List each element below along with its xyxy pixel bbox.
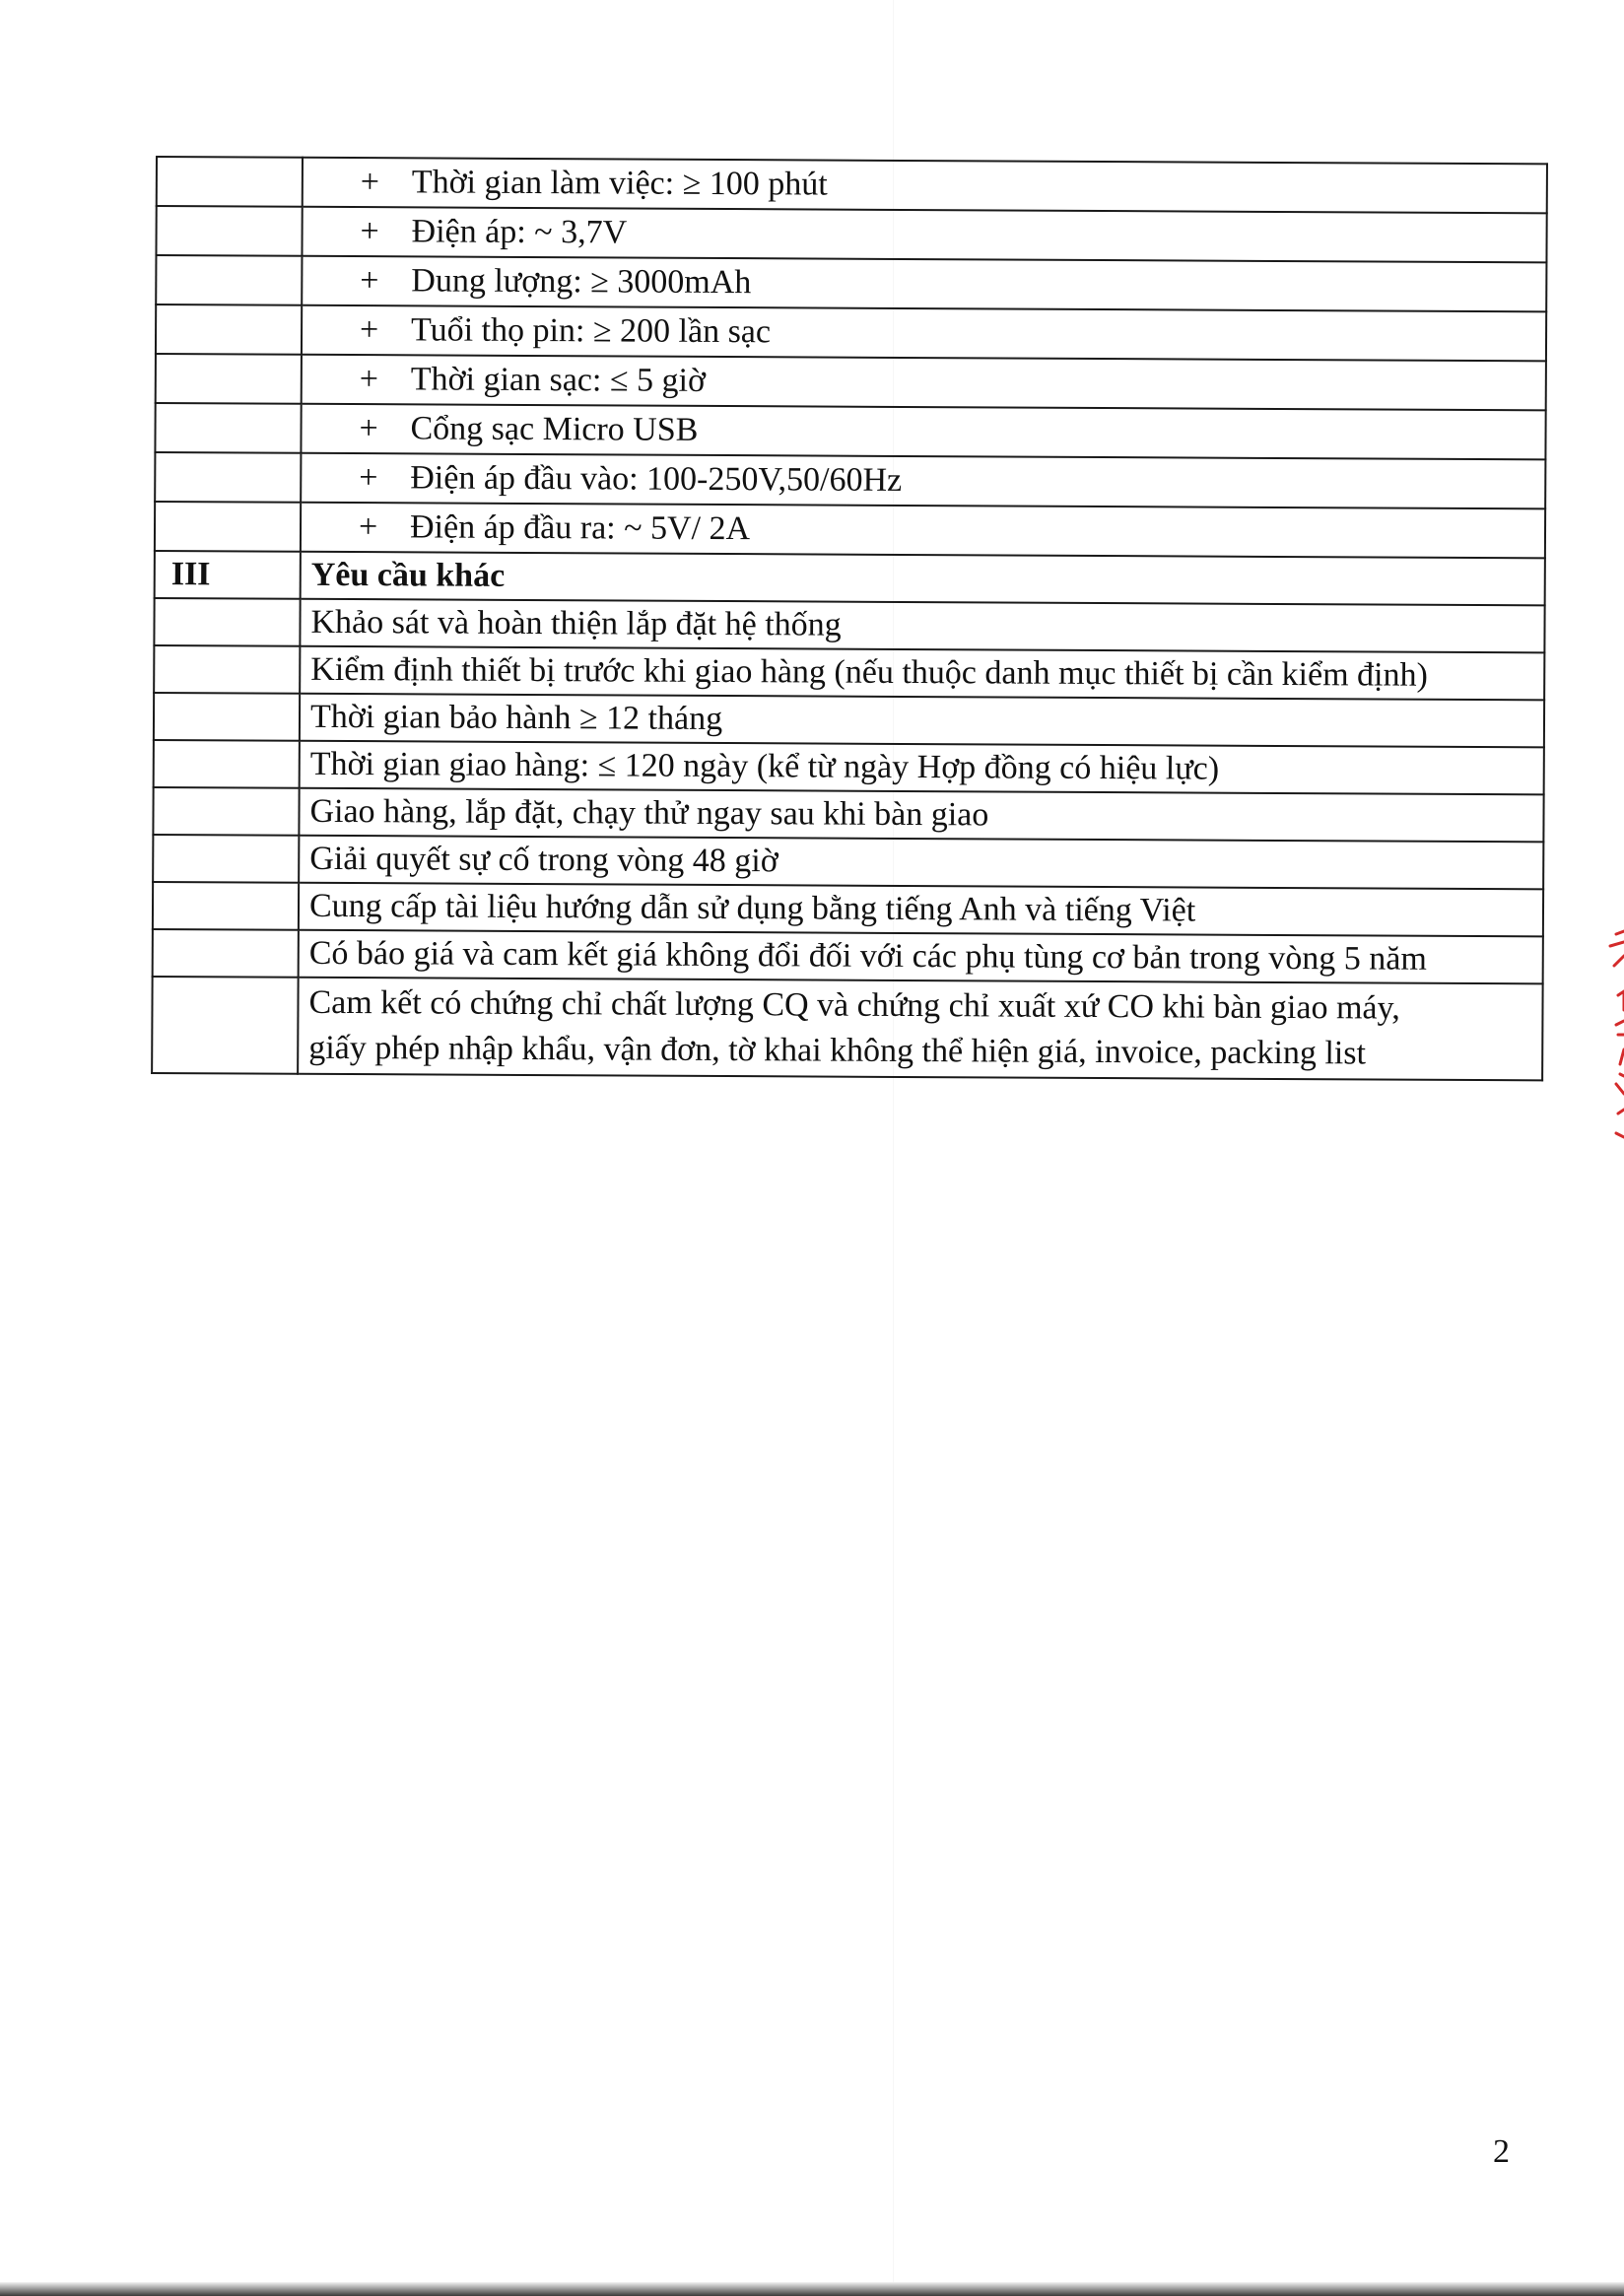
spec-text: Điện áp đầu vào: 100-250V,50/60Hz [410,459,903,499]
plus-marker: + [360,213,379,250]
number-cell [156,304,302,355]
table-row [156,354,1546,410]
section-number: III [155,551,301,599]
requirement-line: giấy phép nhập khẩu, vận đơn, tờ khai không thể hiện giá, invoice, packing list [308,1029,1367,1072]
number-cell [155,502,301,552]
table-row [156,206,1546,262]
number-cell [154,693,300,741]
spec-text: Dung lượng: ≥ 3000mAh [411,262,752,302]
requirement-text: Giải quyết sự cố trong vòng 48 giờ [299,836,1543,890]
table-row [154,740,1544,794]
plus-marker: + [359,361,379,398]
table-row [155,502,1545,558]
number-cell [153,835,299,883]
number-cell [152,977,299,1074]
spec-text: Điện áp: ~ 3,7V [411,213,628,251]
spec-cell [302,355,1546,411]
number-cell [154,598,300,646]
plus-marker: + [359,410,378,447]
table-row [156,255,1546,311]
number-cell [153,787,299,836]
spec-text: Tuổi thọ pin: ≥ 200 lần sạc [410,311,772,351]
spec-cell [303,158,1547,214]
requirement-text: Giao hàng, lắp đặt, chạy thử ngay sau khi bàn giao [299,788,1543,843]
spec-text: Thời gian sạc: ≤ 5 giờ [410,361,707,399]
table-row [153,929,1543,983]
requirements-table [151,156,1548,1081]
requirement-text: Khảo sát và hoàn thiện lắp đặt hệ thống [300,599,1544,653]
plus-marker: + [360,164,380,201]
requirement-text: Thời gian giao hàng: ≤ 120 ngày (kể từ ngày Hợp đồng có hiệu lực) [300,741,1544,795]
number-cell [153,929,299,978]
number-cell [156,255,302,305]
table-row [153,882,1543,936]
table-row [157,157,1547,213]
scan-bottom-edge [0,2282,1624,2296]
spec-text: Điện áp đầu ra: ~ 5V/ 2A [409,508,751,548]
table-row [154,598,1544,652]
requirement-text-multiline [298,978,1542,1081]
spec-text: Thời gian làm việc: ≥ 100 phút [411,164,828,203]
requirement-line: Cam kết có chứng chỉ chất lượng CQ và chứng chỉ xuất xứ CO khi bàn giao máy, [308,983,1400,1027]
table-row [154,645,1544,700]
number-cell [153,882,299,930]
number-cell [156,354,302,404]
number-cell [154,740,300,788]
table-row [154,693,1544,747]
number-cell [155,403,301,453]
requirement-text: Kiểm định thiết bị trước khi giao hàng (nếu thuộc danh mục thiết bị cần kiểm định) [300,646,1544,701]
plus-marker: + [360,262,379,300]
spec-cell [302,256,1546,312]
section-header-row [155,551,1545,605]
number-cell [154,645,300,694]
table-row [153,835,1543,889]
requirement-text: Có báo giá và cam kết giá không đổi đối với các phụ tùng cơ bản trong vòng 5 năm [299,930,1543,984]
page-number: 2 [1493,2133,1510,2170]
section-title: Yêu cầu khác [301,552,1545,606]
table-row [152,977,1542,1080]
spec-cell [301,453,1545,509]
number-cell [156,206,302,256]
requirement-text: Cung cấp tài liệu hướng dẫn sử dụng bằng tiếng Anh và tiếng Việt [299,883,1543,937]
number-cell [157,157,303,207]
plus-marker: + [359,311,379,349]
spec-text: Cổng sạc Micro USB [410,410,699,448]
spec-cell [302,305,1546,362]
table-row [156,304,1546,361]
plus-marker: + [358,508,378,546]
spec-cell [301,503,1545,559]
plus-marker: + [359,459,378,497]
red-stamp-edge [1604,926,1624,1222]
number-cell [155,452,301,503]
spec-cell [301,404,1545,460]
table-row [153,787,1543,842]
table-row [155,452,1545,508]
table-row [155,403,1545,459]
spec-cell [302,207,1546,263]
requirement-text: Thời gian bảo hành ≥ 12 tháng [300,694,1544,748]
